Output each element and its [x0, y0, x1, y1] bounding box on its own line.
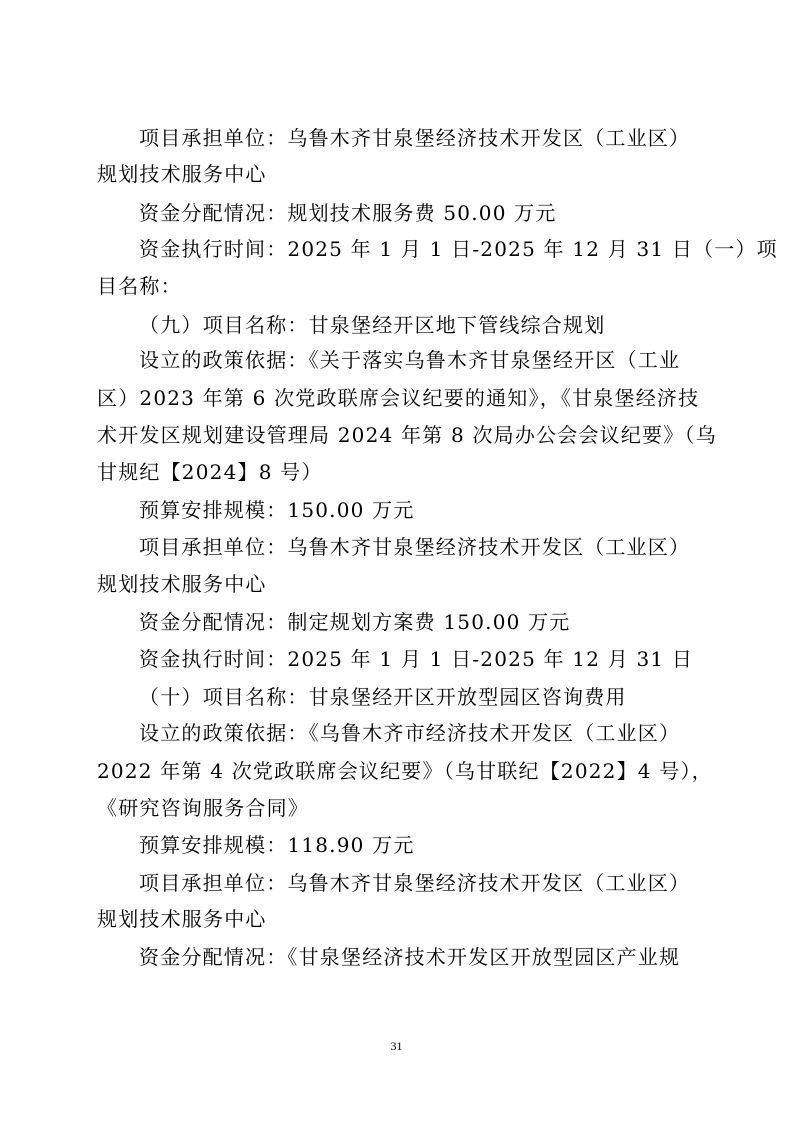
text-line: 区）2023 年第 6 次党政联席会议纪要的通知》，《甘泉堡经济技	[97, 386, 700, 410]
text-line: 资金分配情况：《甘泉堡经济技术开发区开放型园区产业规	[139, 945, 681, 969]
text-line: 资金执行时间：2025 年 1 月 1 日-2025 年 12 月 31 日（一）项	[139, 237, 778, 261]
text-line: 项目承担单位：乌鲁木齐甘泉堡经济技术开发区（工业区）	[139, 535, 691, 559]
text-line: 预算安排规模：118.90 万元	[139, 833, 415, 857]
text-line: 设立的政策依据：《乌鲁木齐市经济技术开发区（工业区）	[139, 721, 681, 745]
text-line: 目名称：	[97, 274, 182, 298]
section-heading: （十）项目名称：甘泉堡经开区开放型园区咨询费用	[139, 685, 627, 709]
text-line: 规划技术服务中心	[97, 572, 267, 596]
text-line: 设立的政策依据：《关于落实乌鲁木齐甘泉堡经开区（工业	[139, 348, 681, 372]
text-line: 《研究咨询服务合同》	[97, 796, 309, 820]
text-line: 甘规纪【2024】8 号）	[97, 460, 323, 484]
page-number: 31	[390, 1039, 403, 1053]
text-line: 项目承担单位：乌鲁木齐甘泉堡经济技术开发区（工业区）	[139, 871, 691, 895]
text-line: 预算安排规模：150.00 万元	[139, 498, 415, 522]
text-line: 项目承担单位：乌鲁木齐甘泉堡经济技术开发区（工业区）	[139, 126, 691, 150]
text-line: 资金执行时间：2025 年 1 月 1 日-2025 年 12 月 31 日	[139, 647, 694, 671]
text-line: 资金分配情况：规划技术服务费 50.00 万元	[139, 201, 557, 225]
text-line: 规划技术服务中心	[97, 162, 267, 186]
section-heading: （九）项目名称：甘泉堡经开区地下管线综合规划	[139, 313, 606, 337]
text-line: 规划技术服务中心	[97, 907, 267, 931]
text-line: 2022 年第 4 次党政联席会议纪要》（乌甘联纪【2022】4 号），	[97, 759, 713, 783]
text-line: 术开发区规划建设管理局 2024 年第 8 次局办公会会议纪要》（乌	[97, 423, 717, 447]
text-line: 资金分配情况：制定规划方案费 150.00 万元	[139, 610, 571, 634]
